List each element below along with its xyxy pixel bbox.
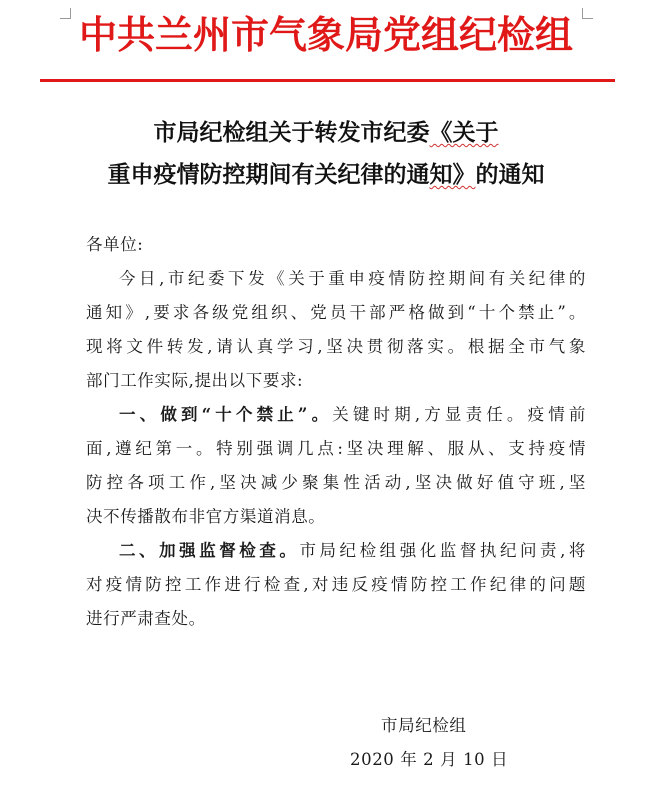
section-1-line-2: 面,遵纪第一。特别强调几点:坚决理解、服从、支持疫情 [86,439,586,458]
paragraph-1-line-3: 现将文件转发,请认真学习,坚决贯彻落实。根据全市气象 [86,337,586,356]
document-title-line-1 [0,118,652,148]
title-line-2-marked-text: 知》 [429,161,476,188]
section-1-line-3: 防控各项工作,坚决减少聚集性活动,坚决做好值守班,坚 [86,473,586,492]
section-2-line-2: 对疫情防控工作进行检查,对违反疫情防控工作纪律的问题 [86,575,586,594]
section-1-line-1-text: 关键时期,方显责任。疫情前 [332,405,586,424]
signature-date: 2020 年 2 月 10 日 [350,750,509,769]
salutation: 各单位: [86,235,144,254]
section-2-line-1 [119,536,586,566]
letterhead-org-name: 中共兰州市气象局党组纪检组 [78,13,573,57]
title-line-2-suffix: 的通知 [475,161,545,188]
title-line-2-text: 重申疫情防控期间有关纪律的通 [107,161,430,188]
section-1-heading: 一、做到“十个禁止”。 [119,405,333,424]
section-2-line-1-text: 市局纪检组强化监督执纪问责,将 [299,541,586,560]
section-1-line-4: 决不传播散布非官方渠道消息。 [86,507,326,526]
paragraph-1-line-2: 通知》,要求各级党组织、党员干部严格做到“十个禁止”。 [86,303,586,322]
signature-org: 市局纪检组 [381,716,467,735]
paragraph-1-line-4: 部门工作实际,提出以下要求: [86,371,304,390]
title-line-1-marked-text: 《关于 [429,119,499,146]
title-line-1-text: 市局纪检组关于转发市纪委 [153,119,430,146]
paragraph-1-line-1: 今日,市纪委下发《关于重申疫情防控期间有关纪律的 [119,269,586,288]
section-2-heading: 二、加强监督检查。 [119,541,300,560]
section-1-line-1 [119,400,586,430]
section-2-line-3: 进行严肃查处。 [86,609,206,628]
document-title-line-2 [0,160,652,190]
letterhead-red-rule [40,79,615,82]
